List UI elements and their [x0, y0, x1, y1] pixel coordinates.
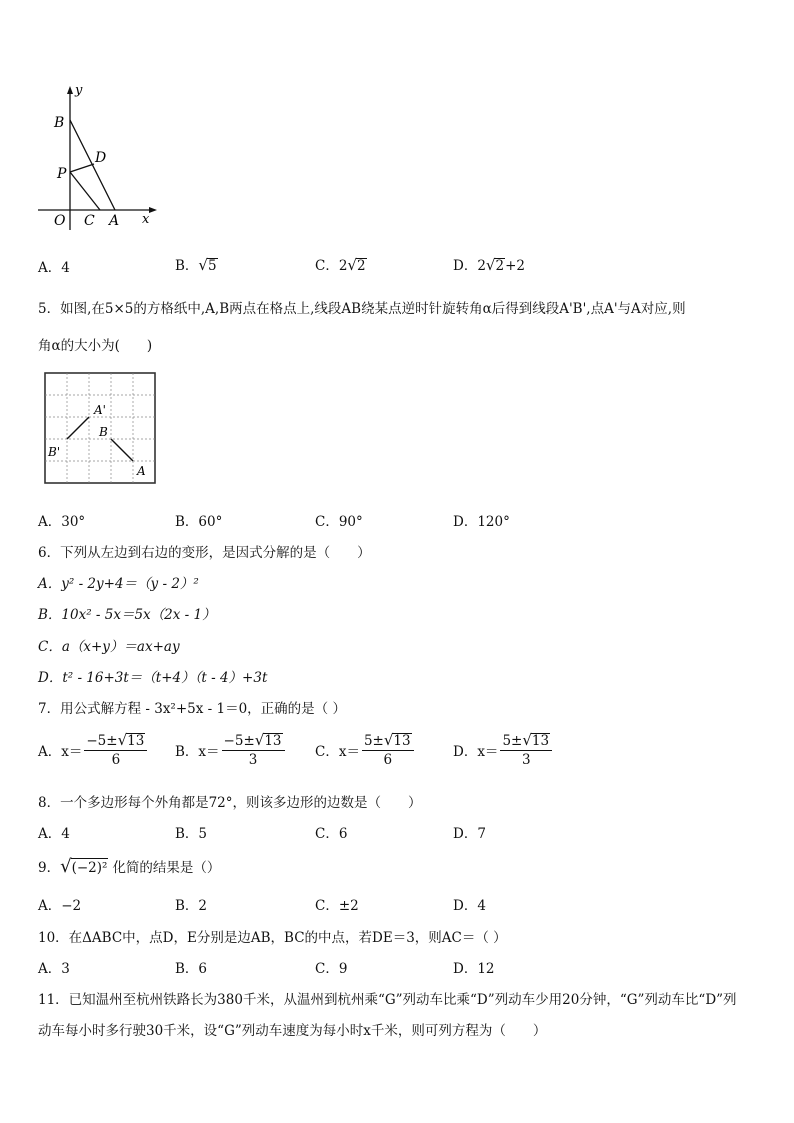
q9-stem-rest: 化简的结果是（） — [112, 860, 221, 876]
q4-option-d-radicand: 2 — [495, 258, 505, 274]
q8-option-d[interactable]: D．7 — [453, 826, 486, 842]
numerator: −5± — [223, 733, 255, 749]
sqrt-icon: √ — [485, 256, 496, 274]
q10-stem: 10．在ΔABC中，点D，E分别是边AB，BC的中点，若DE＝3，则AC＝（ ） — [38, 930, 507, 946]
q8-option-c[interactable]: C．6 — [315, 826, 348, 842]
label-O: O — [54, 213, 66, 229]
q7-option-d[interactable] — [453, 731, 552, 769]
sqrt-icon: √ — [254, 731, 265, 749]
label-y: y — [75, 83, 83, 98]
denominator: 3 — [521, 752, 531, 768]
q6-option-c[interactable]: C．a（x+y）＝ax+ay — [38, 639, 180, 655]
segment-AB — [111, 439, 133, 461]
sqrt-icon: √ — [347, 256, 357, 274]
q9-stem — [38, 856, 220, 877]
q10-option-b[interactable]: B．6 — [175, 961, 208, 977]
label-A: A — [109, 213, 120, 229]
q10-option-d[interactable]: D．12 — [453, 961, 495, 977]
radicand: 13 — [264, 733, 282, 749]
q4-option-b-prefix: B． — [175, 258, 199, 274]
q7-option-a-fraction — [84, 731, 147, 769]
q5-stem-line2: 角α的大小为( ) — [38, 338, 153, 354]
label-A: A — [137, 464, 146, 478]
q4-option-d[interactable] — [453, 254, 525, 274]
q9-option-d[interactable]: D．4 — [453, 898, 486, 914]
sqrt-icon: √ — [117, 731, 128, 749]
q9-option-c[interactable]: C．±2 — [315, 898, 359, 914]
q6-stem: 6．下列从左边到右边的变形，是因式分解的是（ ） — [38, 545, 371, 561]
q7-option-c-prefix: C．x＝ — [315, 744, 360, 760]
q5-option-b[interactable]: B．60° — [175, 514, 223, 530]
label-x: x — [142, 212, 150, 227]
q9-option-a[interactable]: A．−2 — [38, 898, 82, 914]
label-P: P — [57, 166, 67, 182]
q11-stem-line1: 11．已知温州至杭州铁路长为380千米，从温州到杭州乘“G”列动车比乘“D”列动车少用20分钟，“G”列动车比“D”列 — [38, 992, 737, 1008]
numerator: 5± — [502, 733, 523, 749]
q6-option-d[interactable]: D．t² - 16+3t＝（t+4）（t - 4）+3t — [38, 670, 268, 686]
q6-option-a[interactable]: A．y² - 2y+4＝（y - 2）² — [38, 576, 199, 592]
radicand: 13 — [531, 733, 550, 749]
q4-option-d-prefix: D．2 — [453, 258, 486, 274]
denominator: 6 — [111, 752, 121, 768]
q7-option-b-fraction — [222, 731, 285, 769]
q7-option-c[interactable] — [315, 731, 414, 769]
segment-PD — [70, 164, 94, 172]
denominator: 6 — [383, 752, 393, 768]
q4-option-b-radicand: 5 — [207, 258, 217, 274]
q11-stem-line2: 动车每小时多行驶30千米，设“G”列动车速度为每小时x千米，则可列方程为（ ） — [38, 1023, 547, 1039]
x-axis-arrow-icon — [149, 207, 157, 213]
q5-option-c[interactable]: C．90° — [315, 514, 363, 530]
q4-option-c[interactable] — [315, 254, 367, 274]
q4-coordinate-figure — [30, 80, 170, 240]
segment-PC — [70, 172, 100, 210]
label-C: C — [84, 213, 95, 229]
q5-grid-figure — [42, 370, 160, 488]
q10-option-c[interactable]: C．9 — [315, 961, 348, 977]
numerator: −5± — [86, 733, 118, 749]
q7-option-a-prefix: A．x＝ — [38, 744, 83, 760]
q5-option-d[interactable]: D．120° — [453, 514, 510, 530]
q7-option-d-fraction — [500, 731, 552, 769]
segment-ApBp — [67, 417, 89, 439]
q7-option-b-prefix: B．x＝ — [175, 744, 220, 760]
q8-stem: 8．一个多边形每个外角都是72°，则该多边形的边数是（ ） — [38, 795, 422, 811]
q10-option-a[interactable]: A．3 — [38, 961, 70, 977]
y-axis-arrow-icon — [67, 86, 73, 94]
radicand: 13 — [393, 733, 411, 749]
q4-option-b[interactable] — [175, 254, 218, 274]
numerator: 5± — [363, 733, 384, 749]
q6-option-b[interactable]: B．10x² - 5x＝5x（2x - 1） — [38, 607, 216, 623]
q5-option-a[interactable]: A．30° — [38, 514, 86, 530]
sqrt-icon: √ — [60, 856, 72, 877]
q7-option-c-fraction — [362, 731, 414, 769]
sqrt-icon: √ — [198, 256, 208, 274]
q8-option-b[interactable]: B．5 — [175, 826, 208, 842]
sqrt-icon: √ — [522, 731, 532, 749]
q9-number: 9． — [38, 860, 61, 876]
q7-option-d-prefix: D．x＝ — [453, 744, 499, 760]
label-D: D — [95, 150, 107, 166]
label-A-prime: A' — [94, 403, 106, 417]
q4-option-c-radicand: 2 — [356, 258, 366, 274]
q7-stem: 7．用公式解方程 - 3x²+5x - 1＝0，正确的是（ ） — [38, 701, 346, 717]
label-B-prime: B' — [48, 445, 61, 459]
denominator: 3 — [248, 752, 258, 768]
sqrt-icon: √ — [383, 731, 394, 749]
q7-option-a[interactable] — [38, 731, 147, 769]
label-B: B — [54, 115, 65, 131]
q5-stem-line1: 5．如图,在5×5的方格纸中,A,B两点在格点上,线段AB绕某点逆时针旋转角α后得到线段A'B',点A'与A对应,则 — [38, 301, 686, 317]
radicand: 13 — [127, 733, 145, 749]
q7-option-b[interactable] — [175, 731, 285, 769]
q9-radicand: (−2)² — [71, 860, 108, 876]
label-B: B — [99, 425, 108, 439]
q4-option-d-suffix: +2 — [505, 258, 525, 274]
q4-option-c-prefix: C．2 — [315, 258, 348, 274]
q8-option-a[interactable]: A．4 — [38, 826, 70, 842]
q9-option-b[interactable]: B．2 — [175, 898, 208, 914]
q4-option-a[interactable]: A．4 — [38, 260, 70, 276]
